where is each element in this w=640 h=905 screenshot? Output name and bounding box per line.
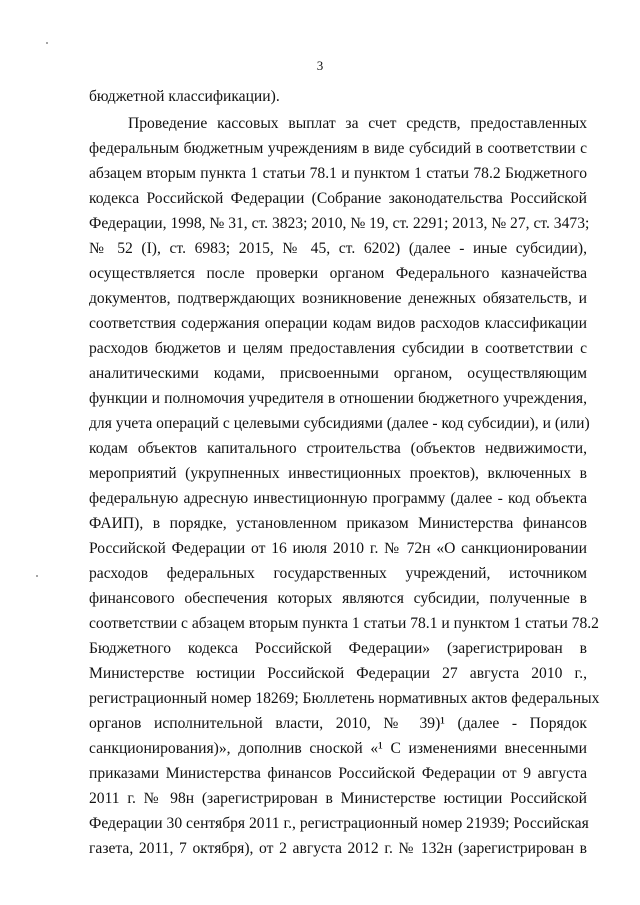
text-line: функции и полномочия учредителя в отношении бюджетного учреждения, (89, 390, 587, 407)
text-line: кодам объектов капитального строительства (объектов недвижимости, (89, 440, 587, 457)
text-line: осуществляется после проверки органом Федерального казначейства (89, 265, 587, 282)
text-line: расходов бюджетов и целям предоставления субсидии в соответствии с (89, 340, 587, 357)
text-line: санкционирования)», дополнив сноской «¹ С изменениями внесенными (89, 740, 587, 757)
text-line: расходов федеральных государственных учреждений, источником (89, 565, 587, 582)
text-line: Федерации 30 сентября 2011 г., регистрационный номер 21939; Российская (89, 815, 589, 832)
text-line: бюджетной классификации). (89, 88, 280, 105)
text-line: абзацем вторым пункта 1 статьи 78.1 и пунктом 1 статьи 78.2 Бюджетного (89, 165, 587, 182)
text-line: газета, 2011, 7 октября), от 2 августа 2012 г. № 132н (зарегистрирован в (89, 840, 587, 857)
text-line: Российской Федерации от 16 июля 2010 г. № 72н «О санкционировании (89, 540, 587, 557)
scan-speck (46, 42, 48, 44)
page-number: 3 (316, 58, 324, 73)
text-line: мероприятий (укрупненных инвестиционных проектов), включенных в (89, 465, 587, 482)
paragraph-first-line: Проведение кассовых выплат за счет средств, предоставленных (128, 115, 587, 132)
text-line: регистрационный номер 18269; Бюллетень нормативных актов федеральных (89, 690, 600, 707)
text-line: аналитическими кодами, присвоенными органом, осуществляющим (89, 365, 587, 382)
text-line: Федерации, 1998, № 31, ст. 3823; 2010, № 19, ст. 2291; 2013, № 27, ст. 3473; (89, 215, 590, 232)
text-line: федеральным бюджетным учреждениям в виде субсидий в соответствии с (89, 140, 587, 157)
text-line: органов исполнительной власти, 2010, № 39)¹ (далее - Порядок (89, 715, 587, 732)
text-line: финансового обеспечения которых являются субсидии, полученные в (89, 590, 587, 607)
text-line: приказами Министерства финансов Российской Федерации от 9 августа (89, 765, 587, 782)
text-line: соответствия содержания операции кодам видов расходов классификации (89, 315, 587, 332)
text-line: соответствии с абзацем вторым пункта 1 статьи 78.1 и пунктом 1 статьи 78.2 (89, 615, 599, 632)
text-line: Министерстве юстиции Российской Федерации 27 августа 2010 г., (89, 665, 587, 682)
text-line: для учета операций с целевыми субсидиями (далее - код субсидии), и (или) (89, 415, 590, 432)
text-line: 2011 г. № 98н (зарегистрирован в Министерстве юстиции Российской (89, 790, 587, 807)
text-line: кодекса Российской Федерации (Собрание законодательства Российской (89, 190, 587, 207)
scan-speck (36, 575, 38, 577)
text-line: федеральную адресную инвестиционную программу (далее - код объекта (89, 490, 587, 507)
text-line: документов, подтверждающих возникновение денежных обязательств, и (89, 290, 587, 307)
text-line: № 52 (I), ст. 6983; 2015, № 45, ст. 6202) (далее - иные субсидии), (89, 240, 587, 257)
text-line: Бюджетного кодекса Российской Федерации» (зарегистрирован в (89, 640, 587, 657)
text-line: ФАИП), в порядке, установленном приказом Министерства финансов (89, 515, 587, 532)
